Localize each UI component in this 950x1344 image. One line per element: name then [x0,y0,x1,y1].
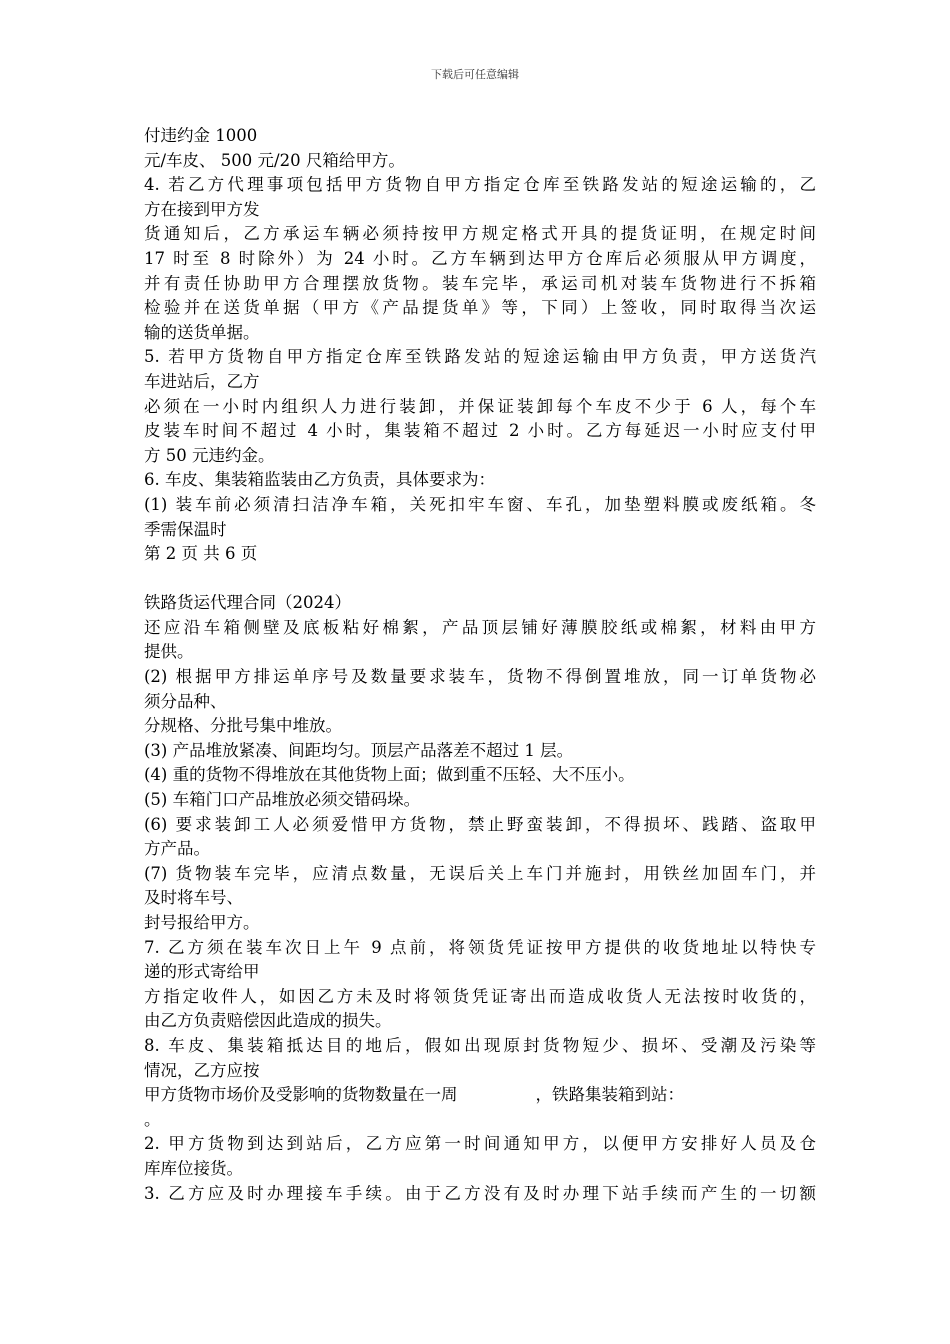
text-line: 方在接到甲方发 [144,199,260,219]
text-line: 须分品种、 [144,691,227,711]
text-line: 17 时至 8 时除外）为 24 小时。乙方车辆到达甲方仓库后必须服从甲方调度， [144,248,816,268]
text-line: 及时将车号、 [144,888,243,908]
text-line: 提供。 [144,642,194,662]
text-line: 检验并在送货单据（甲方《产品提货单》等，下同）上签收，同时取得当次运 [144,298,816,318]
text-line: 车进站后，乙方 [144,371,260,391]
text-line: 货通知后，乙方承运车辆必须持按甲方规定格式开具的提货证明，在规定时间 [144,224,816,244]
text-line: 方产品。 [144,839,210,859]
text-line: 库库位接货。 [144,1158,243,1178]
text-line: 付违约金 1000 [144,126,258,145]
text-line: 方指定收件人，如因乙方未及时将领货凭证寄出而造成收货人无法按时收货的， [144,986,816,1006]
text-line: 还应沿车箱侧壁及底板粘好棉絮，产品顶层铺好薄膜胶纸或棉絮，材料由甲方 [144,617,816,637]
blank-line [144,567,816,592]
text-segment: ，铁路集装箱到站： [535,1085,684,1105]
text-segment: 甲方货物市场价及受影响的货物数量在一周 [144,1085,458,1105]
text-line: 皮装车时间不超过 4 小时，集装箱不超过 2 小时。乙方每延迟一小时应支付甲 [144,421,816,441]
text-line: (2) 根据甲方排运单序号及数量要求装车，货物不得倒置堆放，同一订单货物必 [144,667,816,687]
text-line: 4. 若乙方代理事项包括甲方货物自甲方指定仓库至铁路发站的短途运输的，乙 [144,175,816,195]
text-line: (4) 重的货物不得堆放在其他货物上面；做到重不压轻、大不压小。 [144,765,635,785]
text-line: 递的形式寄给甲 [144,962,260,982]
text-line: 3. 乙方应及时办理接车手续。由于乙方没有及时办理下站手续而产生的一切额 [144,1183,816,1203]
page-number: 第 2 页 共 6 页 [144,544,258,564]
document-body [144,124,816,1206]
text-line: 情况，乙方应按 [144,1060,260,1080]
text-line: 分规格、分批号集中堆放。 [144,716,342,736]
text-line: (1) 装车前必须清扫洁净车箱，关死扣牢车窗、车孔，加垫塑料膜或废纸箱。冬 [144,494,816,514]
text-line: (6) 要求装卸工人必须爱惜甲方货物，禁止野蛮装卸，不得损坏、践踏、盗取甲 [144,814,816,834]
text-line: (3) 产品堆放紧凑、间距均匀。顶层产品落差不超过 1 层。 [144,740,574,760]
text-line-with-gap [144,1083,816,1108]
text-line: (5) 车箱门口产品堆放必须交错码垛。 [144,790,421,810]
text-line: 季需保温时 [144,519,227,539]
text-line: 方 50 元违约金。 [144,445,275,465]
text-line: 元/车皮、 500 元/20 尺箱给甲方。 [144,150,405,170]
page-header-note: 下载后可任意编辑 [431,68,519,81]
text-line: 由乙方负责赔偿因此造成的损失。 [144,1011,392,1031]
text-line: 必须在一小时内组织人力进行装卸，并保证装卸每个车皮不少于 6 人，每个车 [144,396,816,416]
text-line: 6. 车皮、集装箱监装由乙方负责，具体要求为： [144,470,495,490]
text-line: 7. 乙方须在装车次日上午 9 点前，将领货凭证按甲方提供的收货地址以特快专 [144,937,816,957]
text-line: 8. 车皮、集装箱抵达目的地后，假如出现原封货物短少、损坏、受潮及污染等 [144,1035,816,1055]
text-line: 。 [144,1109,161,1129]
text-line: 并有责任协助甲方合理摆放货物。装车完毕，承运司机对装车货物进行不拆箱 [144,273,816,293]
text-line: 5. 若甲方货物自甲方指定仓库至铁路发站的短途运输由甲方负责，甲方送货汽 [144,347,816,367]
text-line: 2. 甲方货物到达到站后，乙方应第一时间通知甲方，以便甲方安排好人员及仓 [144,1134,816,1154]
text-line: 封号报给甲方。 [144,913,260,932]
running-title: 铁路货运代理合同（2024） [144,593,351,613]
text-line: (7) 货物装车完毕，应清点数量，无误后关上车门并施封，用铁丝加固车门，并 [144,863,816,883]
text-line: 输的送货单据。 [144,322,260,342]
